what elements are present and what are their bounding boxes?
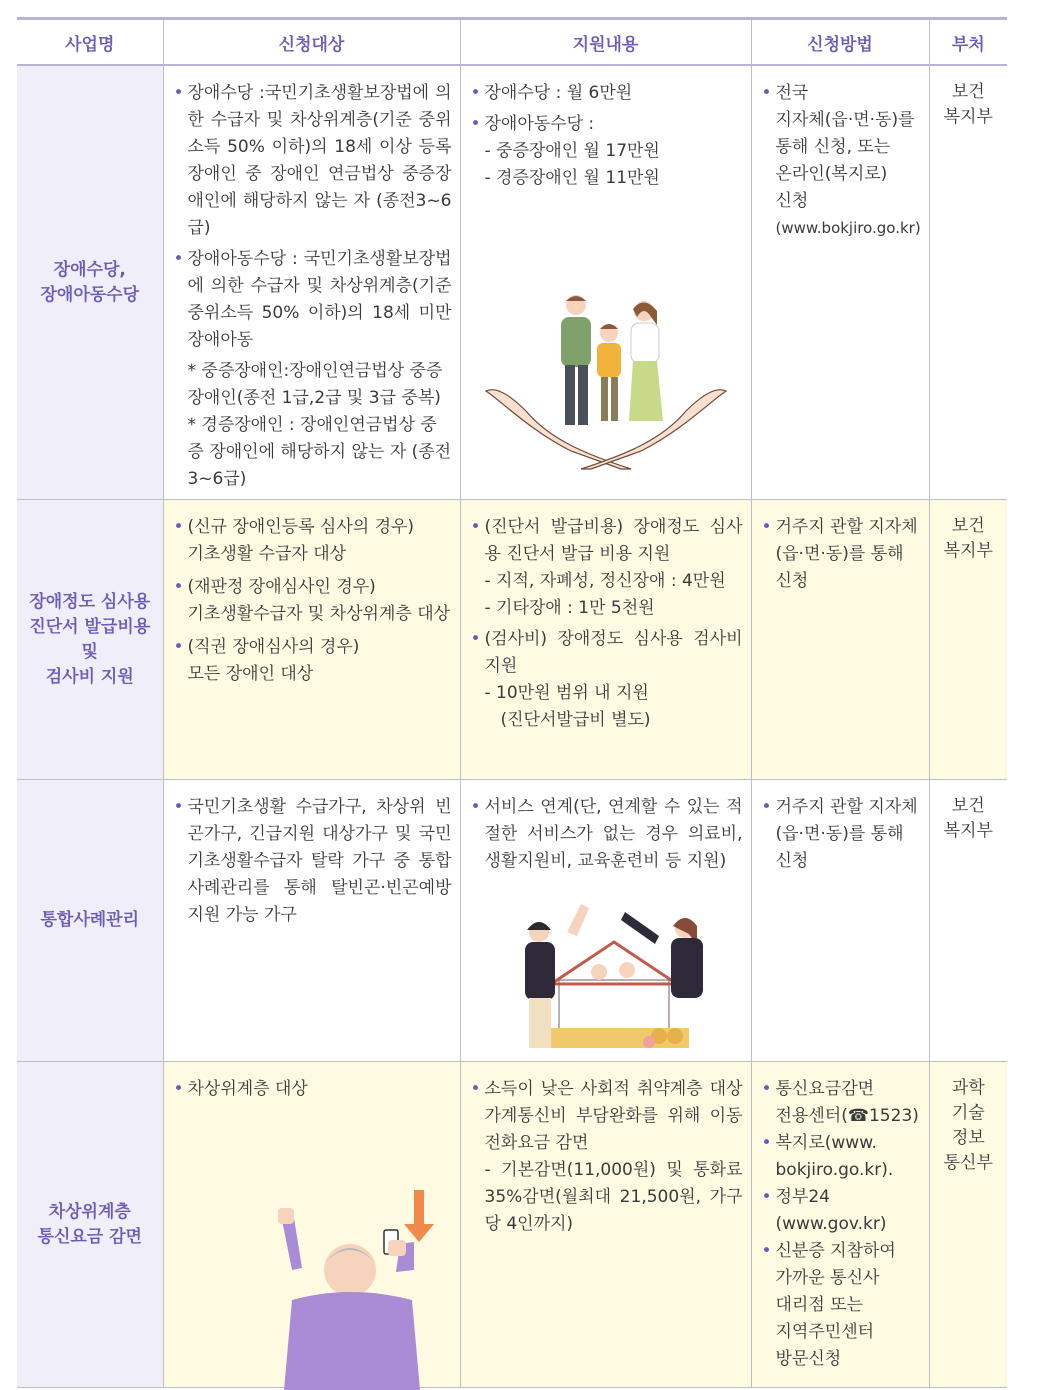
ministry-line: 보건 [951, 516, 985, 536]
sub-item: - 중증장애인 월 17만원 [484, 141, 660, 161]
sub-item: 가까운 통신사 [775, 1268, 880, 1288]
sub-item: bokjiro.go.kr). [775, 1160, 894, 1180]
list-item: • 장애수당 : 월 6만원 [471, 80, 743, 107]
eligibility-cell [163, 1062, 460, 1388]
sub-item: - 경증장애인 월 11만원 [484, 168, 660, 188]
program-name-line: 차상위계층 [48, 1201, 131, 1222]
program-name-line: 장애정도 심사용 [29, 591, 151, 612]
support-cell [460, 500, 751, 780]
caseworkers-helping-family-illustration [499, 902, 719, 1052]
sub-item: 신청 [775, 851, 809, 871]
program-name-line: 검사비 지원 [45, 666, 134, 687]
list-item: • 장애아동수당 : [471, 111, 743, 138]
ministry-cell [929, 1062, 1007, 1388]
list-item: • 장애아동수당 : 국민기초생활보장법에 의한 수급자 및 차상위계층(기준 중위소득 50% 이하)의 18세 미만 장애아동 [174, 246, 452, 354]
program-name-cell [17, 65, 163, 500]
list-item: • 서비스 연계(단, 연계할 수 있는 적절한 서비스가 없는 경우 의료비, 생활지원비, 교육훈련비 등 지원) [471, 794, 743, 875]
list-item: • (진단서 발급비용) 장애정도 심사용 진단서 발급 비용 지원 [471, 514, 743, 568]
eligibility-cell [163, 65, 460, 500]
list-item: • 소득이 낮은 사회적 취약계층 대상 가계통신비 부담완화를 위해 이동전화요금 감면 [471, 1076, 743, 1157]
sub-item: - 지적, 자폐성, 정신장애 : 4만원 [484, 571, 726, 591]
ministry-cell [929, 780, 1007, 1062]
ministry-line: 기술 [951, 1103, 985, 1123]
table-row [17, 780, 1007, 1062]
table-row [17, 65, 1007, 500]
support-program-table [17, 17, 1007, 1388]
eligibility-cell [163, 780, 460, 1062]
table-row [17, 1062, 1007, 1388]
table-header-row [17, 19, 1007, 66]
program-name-line: 장애수당, [53, 259, 126, 280]
ministry-line: 통신부 [943, 1153, 993, 1173]
sub-item: 신청 [775, 571, 809, 591]
support-cell [460, 780, 751, 1062]
method-cell [751, 780, 929, 1062]
list-item: • 거주지 관할 지자체 [762, 794, 921, 821]
eligibility-cell [163, 500, 460, 780]
header-program-name: 사업명 [17, 19, 163, 66]
footnote: * 경증장애인 : 장애인연금법상 중증 장애인에 해당하지 않는 자 (종전3~6급) [187, 415, 452, 489]
program-name-cell [17, 780, 163, 1062]
sub-item: (읍·면·동)를 통해 [775, 544, 904, 564]
list-item: • 거주지 관할 지자체 [762, 514, 921, 541]
program-name-line: 및 [81, 641, 98, 662]
list-item: • 정부24 [762, 1184, 921, 1211]
sub-item: 온라인(복지로) [775, 164, 888, 184]
sub-item: 방문신청 [775, 1349, 842, 1369]
program-name-cell [17, 1062, 163, 1388]
sub-item: 통해 신청, 또는 [775, 137, 891, 157]
ministry-line: 과학 [951, 1078, 985, 1098]
program-name-line: 통합사례관리 [40, 910, 140, 930]
method-cell [751, 65, 929, 500]
list-item: • 통신요금감면 [762, 1076, 921, 1103]
family-in-hands-illustration [481, 291, 731, 471]
sub-item: 대리점 또는 [775, 1295, 864, 1315]
program-name-cell [17, 500, 163, 780]
program-name-line: 장애아동수당 [40, 284, 140, 305]
header-application-method: 신청방법 [751, 19, 929, 66]
sub-item: (읍·면·동)를 통해 [775, 824, 904, 844]
sub-item: 지역주민센터 [775, 1322, 875, 1342]
header-ministry: 부처 [929, 19, 1007, 66]
list-item: • 복지로(www. [762, 1130, 921, 1157]
list-item: • 신분증 지참하여 [762, 1238, 921, 1265]
method-cell [751, 500, 929, 780]
sub-item: 지자체(읍·면·동)를 [775, 110, 915, 130]
program-name-line: 통신요금 감면 [37, 1226, 142, 1247]
sub-item: (www.gov.kr) [775, 1214, 887, 1234]
sub-item: (진단서발급비 별도) [500, 710, 651, 730]
elderly-man-thumbs-up-phone-illustration [264, 1180, 444, 1390]
list-item: • 전국 [762, 80, 921, 107]
sub-item: (www.bokjiro.go.kr) [775, 219, 921, 237]
ministry-line: 복지부 [943, 107, 993, 127]
support-cell [460, 65, 751, 500]
table-row [17, 500, 1007, 780]
list-item: • 차상위계층 대상 [174, 1076, 452, 1103]
ministry-line: 복지부 [943, 541, 993, 561]
list-item: • 국민기초생활 수급가구, 차상위 빈곤가구, 긴급지원 대상가구 및 국민기초생활수급자 탈락 가구 중 통합사례관리를 통해 탈빈곤·빈곤예방 지원 가능 가구 [174, 794, 452, 929]
header-support-details: 지원내용 [460, 19, 751, 66]
sub-item: 모든 장애인 대상 [187, 664, 314, 684]
method-cell [751, 1062, 929, 1388]
list-item: • 장애수당 :국민기초생활보장법에 의한 수급자 및 차상위계층(기준 중위소득 50% 이하)의 18세 이상 등록 장애인 중 장애인 연금법상 중증장애인에 해당하지 않는 자 (종전3~6급) [174, 80, 452, 242]
sub-item: 기초생활수급자 및 차상위계층 대상 [187, 604, 451, 624]
list-item: • (재판정 장애심사인 경우) [174, 574, 452, 601]
sub-item: 전용센터(☎1523) [775, 1106, 919, 1126]
ministry-line: 보건 [951, 82, 985, 102]
list-item: • (검사비) 장애정도 심사용 검사비 지원 [471, 626, 743, 680]
sub-item: - 기본감면(11,000원) 및 통화료 35%감면(월최대 21,500원, 가구당 4인까지) [484, 1160, 743, 1234]
list-item: • (직권 장애심사의 경우) [174, 634, 452, 661]
ministry-line: 보건 [951, 796, 985, 816]
support-cell [460, 1062, 751, 1388]
sub-item: 신청 [775, 191, 809, 211]
ministry-cell [929, 500, 1007, 780]
header-eligibility: 신청대상 [163, 19, 460, 66]
footnote: * 중증장애인:장애인연금법상 중증장애인(종전 1급,2급 및 3급 중복) [187, 361, 443, 408]
sub-item: - 기타장애 : 1만 5천원 [484, 598, 655, 618]
sub-item: 기초생활 수급자 대상 [187, 544, 347, 564]
list-item: • (신규 장애인등록 심사의 경우) [174, 514, 452, 541]
program-name-line: 진단서 발급비용 [29, 616, 151, 637]
ministry-line: 정보 [951, 1128, 985, 1148]
ministry-line: 복지부 [943, 821, 993, 841]
ministry-cell [929, 65, 1007, 500]
sub-item: - 10만원 범위 내 지원 [484, 683, 649, 703]
